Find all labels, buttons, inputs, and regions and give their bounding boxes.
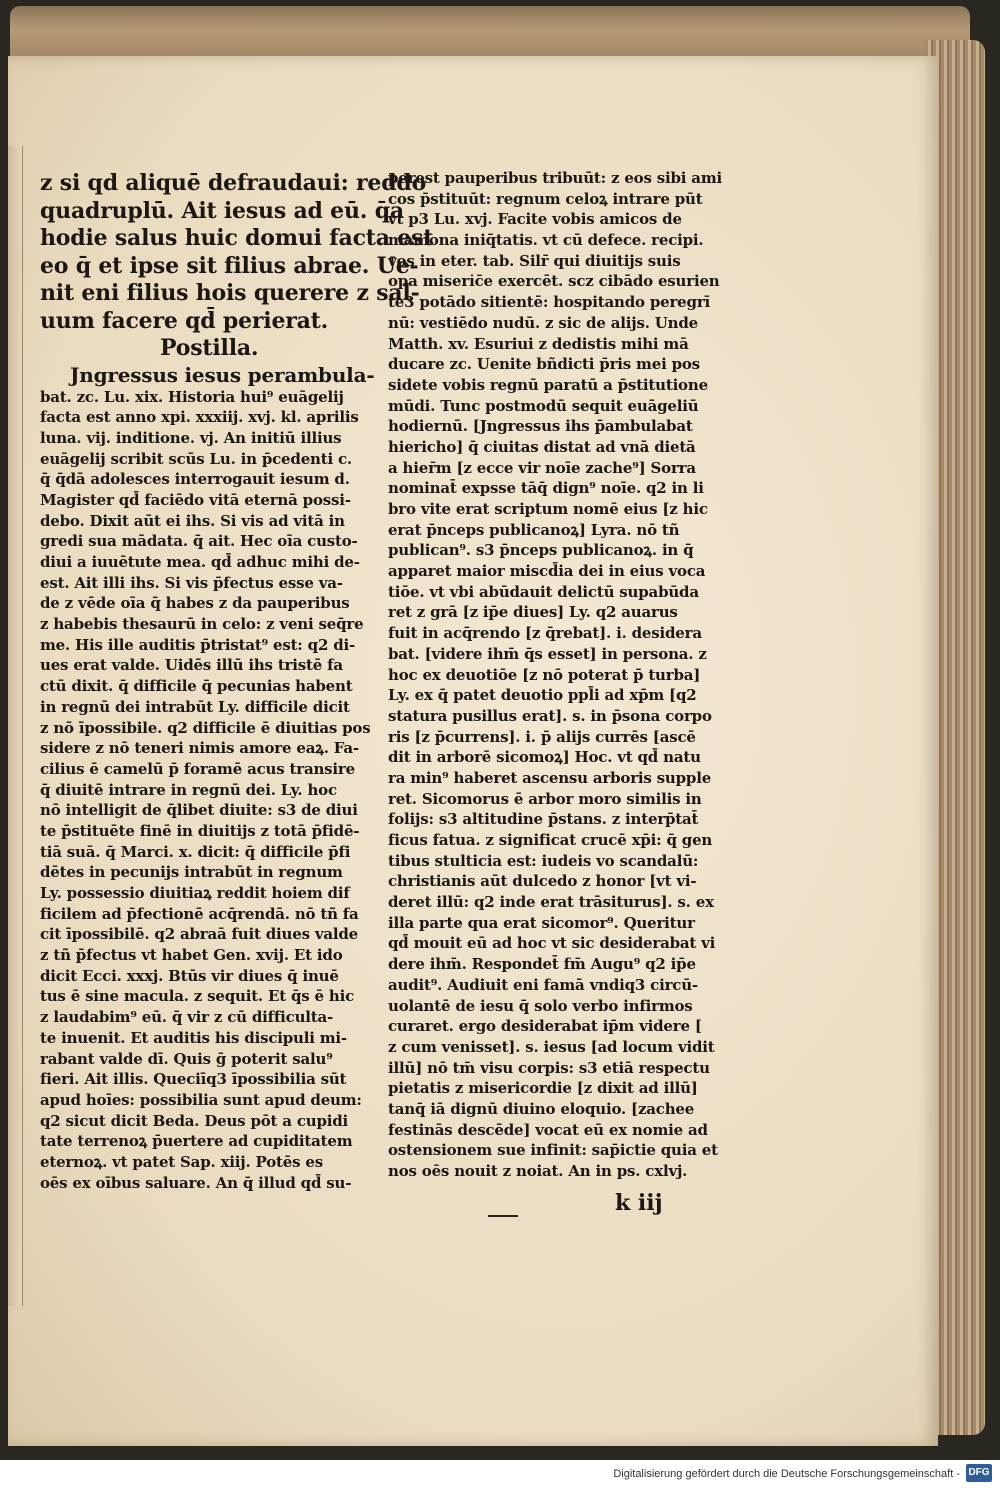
text-line: statura pusillus erat]. s. in p̄sona corpo: [388, 706, 712, 725]
text-line: a hier̄m [z ecce vir noīe zache⁹] Sorra: [388, 458, 696, 477]
text-line: audit⁹. Audiuit eni famā vndiq3 circū-: [388, 975, 698, 994]
text-line: deret illū: q2 inde erat trāsiturus]. s. ex: [388, 893, 714, 912]
text-line: te p̄stituēte finē in diuitijs z totā p̄fidē-: [40, 821, 360, 840]
text-line: me. His ille auditis p̄tristat⁹ est: q2 di-: [40, 635, 356, 654]
text-line: dētes in pecunijs intrabūt in regnum: [40, 863, 343, 882]
text-line: luna. vij. inditione. vj. An initiū illius: [40, 428, 342, 447]
text-line: tus ē sine macula. z sequit. Et q̄s ē hic: [40, 987, 355, 1006]
text-line: pietatis z misericordie [z dixit ad illū]: [388, 1079, 698, 1098]
text-line: oēs ex oībus saluare. An q̄ illud qd̄ su-: [40, 1173, 352, 1192]
text-line: z nō īpossibile. q2 difficile ē diuitias pos: [40, 718, 370, 737]
text-line: quadruplū. Ait iesus ad eū. q̄a: [40, 197, 404, 224]
lead-line: Jngressus iesus perambula-: [70, 362, 375, 387]
text-line: bro vite erat scriptum nomē eius [z hic: [388, 500, 708, 518]
text-line: facta est anno xpi. xxxiij. xvj. kl. aprilis: [40, 408, 359, 427]
text-line: tanq̄ iā dignū diuino eloquio. [zachee: [388, 1099, 695, 1118]
text-line: vt p3 Lu. xvj. Facite vobis amicos de: [388, 210, 682, 229]
postilla-heading: Postilla.: [160, 335, 259, 361]
text-line: de z vēde oīa q̄ habes z da pauperibus: [40, 594, 350, 613]
text-line: apparet maior miscd̄ia dei in eius voca: [388, 562, 706, 581]
text-line: perest pauperibus tribuūt: z eos sibi ami: [388, 169, 722, 187]
text-line: ficus fatua. z significat crucē xp̄i: q̄ gen: [388, 831, 713, 849]
text-line: gredi sua mādata. q̄ ait. Hec oīa custo-: [40, 532, 358, 551]
text-line: z habebis thesaurū in celo: z veni seq̄re: [40, 615, 364, 634]
text-line: ctū dixit. q̄ difficile q̄ pecunias habent: [40, 677, 353, 696]
text-line: tiā suā. q̄ Marci. x. dicit: q̄ difficile p̄fi: [40, 842, 351, 861]
text-line: dere ihm̄. Respondet̄ fm̄ Augu⁹ q2 ip̄e: [388, 955, 696, 974]
text-line: curaret. ergo desiderabat ip̄m videre [: [388, 1017, 702, 1036]
text-line: apud hoīes: possibilia sunt apud deum:: [40, 1090, 362, 1109]
text-line: Matth. xv. Esuriui z dedistis mihi mā: [388, 334, 689, 353]
footer-credit: Digitalisierung gefördert durch die Deutsche Forschungsgemeinschaft -: [613, 1468, 960, 1480]
text-line: christianis aūt dulcedo z honor [vt vi-: [388, 872, 697, 891]
text-line: vos in eter. tab. Silr̄ qui diuitijs suis: [388, 251, 681, 270]
text-line: tibus stulticia est: iudeis vo scandalū:: [388, 851, 699, 870]
text-line: festinās descēde] vocat eū ex nomie ad: [388, 1120, 708, 1139]
text-line: te inuenit. Et auditis his discipuli mi-: [40, 1028, 347, 1047]
text-line: mūdi. Tunc postmodū sequit euāgeliū: [388, 396, 699, 415]
text-line: eo q̄ et ipse sit filius abrae. Ue-: [40, 252, 419, 279]
text-line: nominat̄ expsse tāq̄ dign⁹ noīe. q2 in li: [388, 479, 704, 498]
text-line: rabant valde dī. Quis ḡ poterit salu⁹: [40, 1049, 333, 1068]
text-line: z si qd aliquē defraudaui: reddo: [40, 170, 427, 196]
text-line: cit īpossibilē. q2 abraā fuit diues valde: [40, 925, 359, 944]
text-line: hoc ex deuotiōe [z nō poterat p̄ turba]: [388, 665, 701, 684]
facing-page-sliver: [8, 146, 23, 1306]
text-line: dit in arborē sicomoꝝ] Hoc. vt qd̄ natu: [388, 748, 701, 767]
text-line: folijs: s3 altitudine p̄stans. z interp̄tat̄: [388, 810, 699, 829]
text-line: nū: vestiēdo nudū. z sic de alijs. Unde: [388, 313, 698, 332]
text-line: publican⁹. s3 p̄nceps publicanoꝝ. in q̄: [388, 541, 694, 560]
text-line: ficilem ad p̄fectionē acq̄rendā. nō tñ fa: [40, 904, 359, 923]
footer-bar: [0, 1460, 1000, 1493]
dash-mark: [488, 1215, 518, 1217]
text-line: debo. Dixit aūt ei ihs. Si vis ad vitā in: [40, 511, 345, 530]
text-line: nos oēs nouit z noiat. An in ps. cxlvj.: [388, 1162, 688, 1180]
text-line: illa parte qua erat sicomor⁹. Queritur: [388, 913, 695, 932]
text-line: hodie salus huic domui facta est: [40, 225, 434, 251]
text-line: z cum venisset]. s. iesus [ad locum vidit: [388, 1037, 715, 1056]
dfg-logo: DFG: [966, 1464, 992, 1482]
text-line: diui a iuuētute mea. qd̄ adhuc mihi de-: [40, 553, 360, 571]
text-line: ret. Sicomorus ē arbor moro similis in: [388, 789, 702, 808]
text-line: bat. zc. Lu. xix. Historia hui⁹ euāgelij: [40, 387, 344, 406]
text-line: cilius ē camelū p̄ foramē acus transire: [40, 759, 355, 778]
text-line: dicit Ecci. xxxj. Btūs vir diues q̄ inuē: [40, 966, 339, 985]
text-line: uum facere qd̄ perierat.: [40, 307, 329, 334]
text-line: illū] nō tm̄ visu corpis: s3 etiā respectu: [388, 1058, 710, 1077]
text-line: nō intelligit de q̄libet diuite: s3 de diui: [40, 801, 358, 820]
text-line: tiōe. vt vbi abūdauit delictū supabūda: [388, 582, 699, 601]
text-line: fieri. Ait illis. Queciīq3 īpossibilia sūt: [40, 1070, 347, 1089]
text-line: q̄ q̄dā adolesces interrogauit iesum d.: [40, 470, 350, 489]
text-line: ostensionem sue infinit: sap̄ictie quia et: [388, 1141, 718, 1160]
text-line: qd̄ mouit eū ad hoc vt sic desiderabat vi: [388, 934, 716, 953]
text-line: est. Ait illi ihs. Si vis p̄fectus esse va-: [40, 573, 343, 592]
text-line: cos p̄stituūt: regnum celoꝝ intrare pūt: [388, 189, 703, 208]
text-line: ret z grā [z ip̄e diues] Ly. q2 auarus: [388, 603, 678, 622]
text-line: opa miseri̇c̄e exercēt. scz cibādo esurien: [388, 272, 720, 291]
text-line: Magister qd̄ faciēdo vitā eternā possi-: [40, 490, 351, 509]
text-line: hodiernū. [Jngressus ihs p̄ambulabat: [388, 417, 693, 436]
text-line: te3 potādo sitientē: hospitando peregrī: [388, 293, 711, 312]
text-line: q2 sicut dicit Beda. Deus pōt a cupidi: [40, 1111, 349, 1130]
left-text-column: [40, 170, 434, 1193]
text-line: ues erat valde. Uidēs illū ihs tristē fa: [40, 656, 343, 675]
text-line: hiericho] q̄ ciuitas distat ad vnā dietā: [388, 437, 696, 456]
signature-mark: k iij: [615, 1190, 663, 1216]
text-line: ra min⁹ haberet ascensu arboris supple: [388, 768, 712, 787]
text-line: uolantē de iesu q̄ solo verbo infirmos: [388, 996, 693, 1015]
text-line: in regnū dei intrabūt Ly. difficile dicit: [40, 697, 350, 716]
text-line: bat. [videre ihm̄ q̄s esset] in persona. z: [388, 644, 707, 663]
text-line: sidere z nō teneri nimis amore eaꝝ. Fa-: [40, 739, 359, 758]
text-line: erat p̄nceps publicanoꝝ] Lyra. nō tñ: [388, 520, 680, 539]
text-line: eternoꝝ. vt patet Sap. xiij. Potēs es: [40, 1152, 323, 1171]
text-line: Ly. possessio diuitiaꝝ reddit hoiem dif: [40, 884, 350, 902]
text-line: Ly. ex q̄ patet deuotio ppl̄i ad xp̄m [q2: [388, 686, 697, 705]
text-line: z tñ p̄fectus vt habet Gen. xvij. Et ido: [40, 946, 343, 965]
text-line: mamona iniq̄tatis. vt cū defece. recipi.: [388, 231, 704, 250]
text-line: ris [z p̄currens]. i. p̄ alijs currēs [ascē: [388, 727, 696, 746]
text-line: nit eni filius hois querere z sal-: [40, 280, 420, 306]
text-line: q̄ diuitē intrare in regnū dei. Ly. hoc: [40, 780, 337, 799]
text-line: ducare zc. Uenite bñdicti p̄ris mei pos: [388, 355, 700, 374]
right-text-column: [388, 168, 738, 1182]
text-line: euāgelij scribit scūs Lu. in p̄cedenti c.: [40, 449, 352, 468]
text-line: sidete vobis regnū paratū a p̄stitutione: [388, 375, 708, 394]
text-line: z laudabim⁹ eū. q̄ vir z cū difficulta-: [40, 1008, 334, 1027]
text-line: tate terrenoꝝ p̄uertere ad cupiditatem: [40, 1132, 353, 1151]
text-line: fuit in acq̄rendo [z q̄rebat]. i. desidera: [388, 624, 702, 643]
